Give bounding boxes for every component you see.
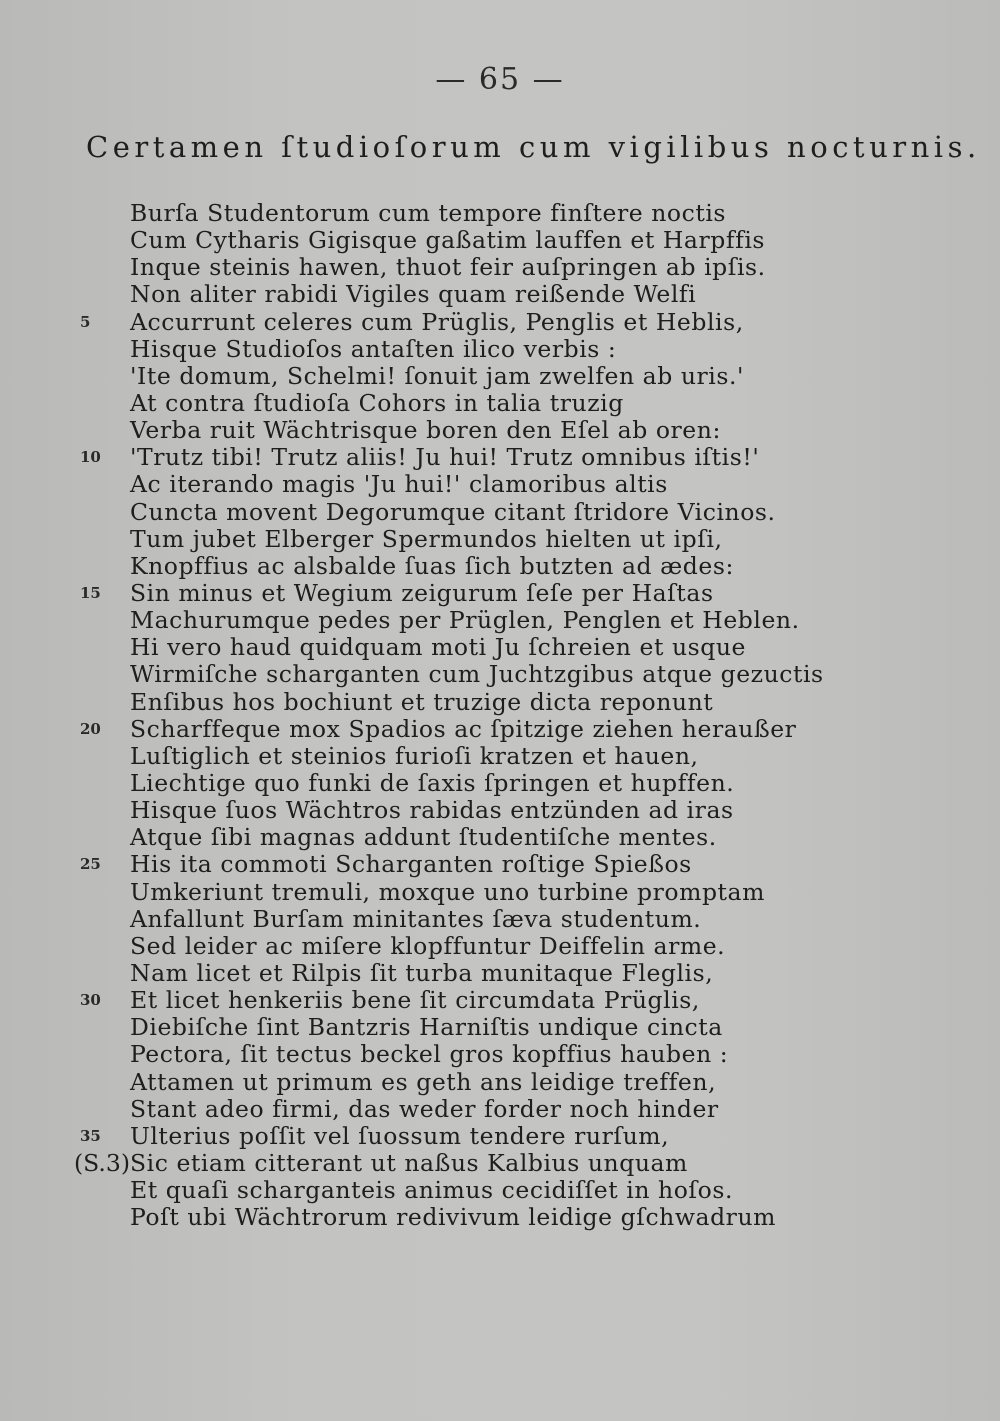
page-number: — 65 — [435,62,565,97]
poem-line [0,1177,1000,1204]
poem-line-text: Anfallunt Burſam minitantes ſæva studentum. [130,904,702,933]
poem-line-text: Ac iterando magis 'Ju hui!' clamoribus altis [130,470,668,499]
poem-line-text: Pectora, ſit tectus beckel gros kopffius hauben : [130,1040,729,1069]
poem-line-text: Luſtiglich et steinios furioſi kratzen et hauen, [130,741,699,770]
line-number: 5 [80,312,91,331]
poem-line [0,851,1000,878]
poem-line [0,634,1000,661]
poem-line-text: Tum jubet Elberger Spermundos hielten ut ipſi, [130,524,723,553]
poem-line [0,607,1000,634]
line-number: 15 [80,583,101,602]
poem-line [0,689,1000,716]
poem-line-text: Umkeriunt tremuli, moxque uno turbine promptam [130,877,765,906]
poem-line-text: Cuncta movent Degorumque citant ſtridore Vicinos. [130,497,776,526]
poem-line [0,824,1000,851]
poem-line [0,526,1000,553]
line-number: 25 [80,855,101,874]
poem-line-text: 'Ite domum, Schelmi! ſonuit jam zwelfen ab uris.' [130,361,745,390]
poem-line [0,1150,1000,1177]
poem-line [0,661,1000,688]
poem-line-text: Stant adeo firmi, das weder forder noch hinder [130,1094,719,1123]
poem-line [0,309,1000,336]
poem-line [0,553,1000,580]
poem-line-text: Diebiſche ſint Bantzris Harniſtis undique cincta [130,1013,723,1042]
poem-line [0,770,1000,797]
poem-line [0,933,1000,960]
poem-line [0,471,1000,498]
poem-line [0,987,1000,1014]
poem-line-text: Hisque Studioſos antaſten ilico verbis : [130,334,617,363]
poem-line-text: Ulterius poſſit vel ſuossum tendere rurſum, [130,1121,670,1150]
poem-line [0,281,1000,308]
poem-line-text: At contra ſtudioſa Cohors in talia truzig [130,388,624,417]
poem-line-text: Accurrunt celeres cum Prüglis, Penglis et Heblis, [130,307,744,336]
poem-line-text: Sic etiam citterant ut naßus Kalbius unquam [130,1148,688,1177]
poem-line-text: Enſibus hos bochiunt et truzige dicta reponunt [130,687,714,716]
poem-line-text: Atque ſibi magnas addunt ſtudentiſche mentes. [130,823,717,852]
poem-line [0,444,1000,471]
poem-line-text: Non aliter rabidi Vigiles quam reißende Welfi [130,280,697,309]
poem-line [0,1014,1000,1041]
line-number: 20 [80,719,101,738]
line-number: 35 [80,1126,101,1145]
poem-line-text: Et quaſi scharganteis animus cecidiſſet in hoſos. [130,1176,733,1205]
poem-line-text: Et licet henkeriis bene ſit circumdata Prüglis, [130,986,700,1015]
poem-line [0,716,1000,743]
poem-line [0,390,1000,417]
poem-line [0,1096,1000,1123]
poem-line [0,363,1000,390]
poem-line-text: His ita commoti Scharganten roſtige Spießos [130,850,692,879]
poem-line-text: Sin minus et Wegium zeigurum ſeſe per Haſtas [130,578,714,607]
poem-title: Certamen ſtudioſorum cum vigilibus nocturnis. [86,130,981,164]
poem-body [0,200,1000,1231]
poem-line-text: Inque steinis hawen, thuot feir auſpringen ab ipſis. [130,253,766,282]
poem-line [0,336,1000,363]
poem-line [0,1123,1000,1150]
poem-line [0,743,1000,770]
poem-line [0,1069,1000,1096]
line-number: 10 [80,448,101,467]
poem-line-text: Hisque ſuos Wächtros rabidas entzünden ad iras [130,796,734,825]
poem-line-text: Scharffeque mox Spadios ac ſpitzige ziehen heraußer [130,714,797,743]
poem-line [0,580,1000,607]
poem-line-text: Liechtige quo funki de ſaxis ſpringen et hupffen. [130,768,735,797]
poem-line [0,200,1000,227]
source-reference: (S.3) [74,1148,131,1177]
poem-line-text: Attamen ut primum es geth ans leidige treffen, [130,1067,717,1096]
poem-line [0,906,1000,933]
poem-line [0,960,1000,987]
poem-line-text: Wirmiſche scharganten cum Juchtzgibus atque gezuctis [130,660,824,689]
poem-line-text: Verba ruit Wächtrisque boren den Eſel ab oren: [130,416,721,445]
poem-line [0,499,1000,526]
poem-line-text: Nam licet et Rilpis ſit turba munitaque Fleglis, [130,958,714,987]
poem-line-text: Machurumque pedes per Prüglen, Penglen et Heblen. [130,606,800,635]
poem-line-text: Knopffius ac alsbalde ſuas ſich butzten ad ædes: [130,551,734,580]
poem-line [0,797,1000,824]
poem-line [0,1204,1000,1231]
poem-line-text: Cum Cytharis Gigisque gaßatim lauffen et Harpffis [130,226,766,255]
poem-line [0,1041,1000,1068]
poem-line-text: Poſt ubi Wächtrorum redivivum leidige gſchwadrum [130,1203,776,1232]
poem-line-text: Burſa Studentorum cum tempore finſtere noctis [130,199,727,227]
poem-line-text: Hi vero haud quidquam moti Ju ſchreien et usque [130,633,746,662]
poem-line [0,254,1000,281]
line-number: 30 [80,991,101,1010]
poem-line-text: Sed leider ac miſere klopffuntur Deiffelin arme. [130,931,726,960]
poem-line [0,879,1000,906]
poem-line-text: 'Trutz tibi! Trutz aliis! Ju hui! Trutz omnibus iſtis!' [130,443,760,472]
poem-line [0,227,1000,254]
poem-line [0,417,1000,444]
